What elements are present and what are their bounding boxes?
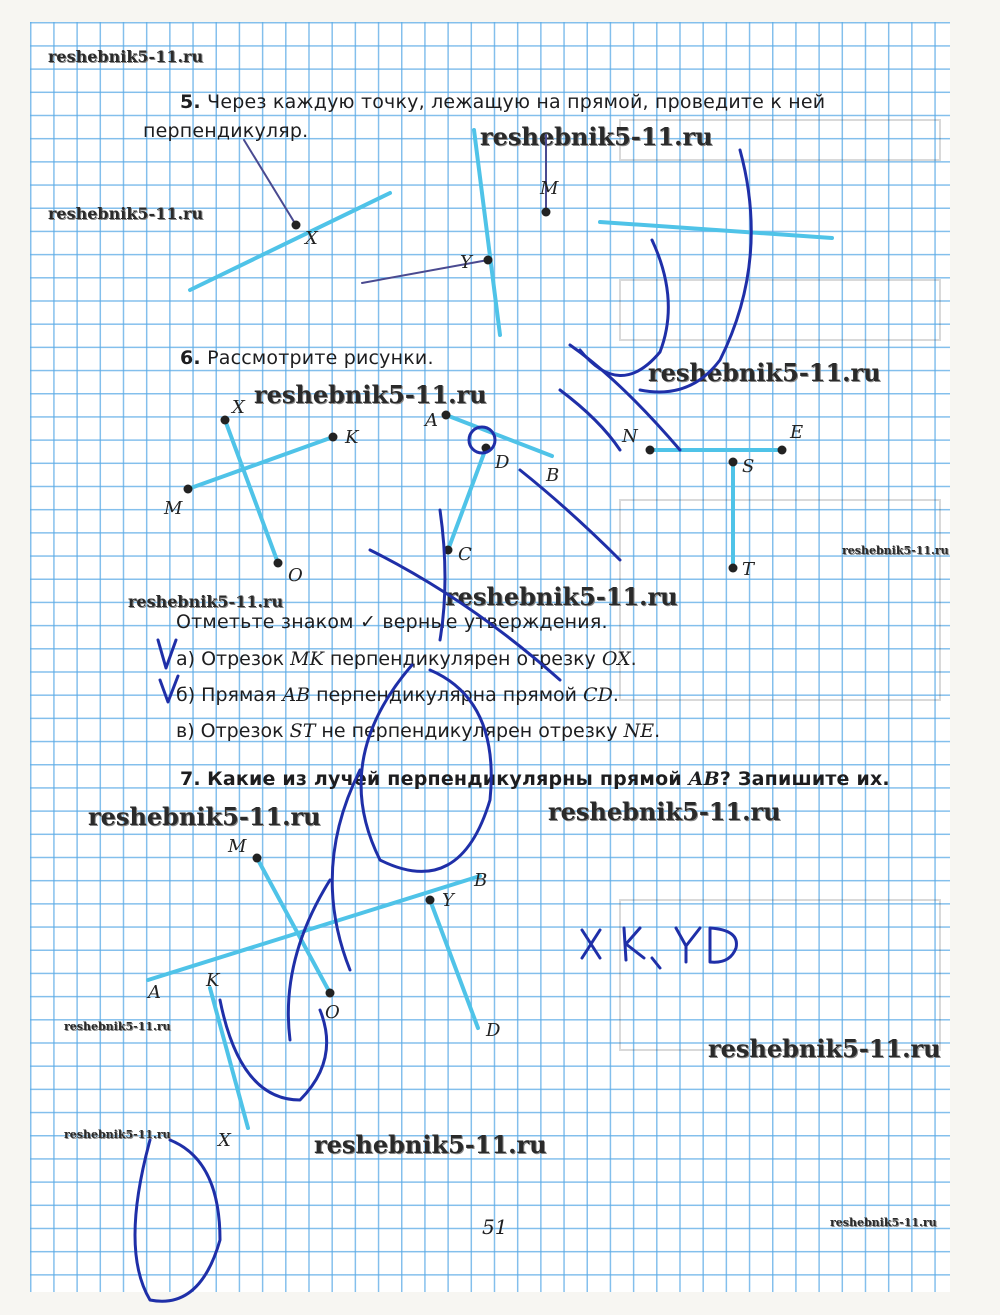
point-label: M [540, 178, 559, 199]
point-label: D [486, 1020, 501, 1041]
point-label: D [495, 452, 510, 473]
point-label: B [474, 870, 488, 891]
handwriting-ink [135, 150, 751, 1301]
watermark[interactable]: reshebnik5-11.ru [254, 380, 487, 409]
option-a[interactable]: а) Отрезок MK перпендикулярен отрезку OX. [176, 648, 637, 670]
line-cd [448, 448, 486, 550]
point-label: T [742, 559, 755, 580]
point-label: Y [460, 252, 472, 273]
point-label: Y [442, 890, 454, 911]
point-label: X [218, 1130, 231, 1151]
point-label: X [305, 228, 318, 249]
ray-kx [210, 988, 248, 1128]
point-label: O [288, 565, 303, 586]
watermark[interactable]: reshebnik5-11.ru [48, 204, 204, 223]
point-label: B [546, 465, 560, 486]
task5-line2: перпендикуляр. [143, 120, 309, 142]
point-label: N [622, 426, 638, 447]
segment-ox [225, 420, 278, 563]
option-c[interactable]: в) Отрезок ST не перпендикулярен отрезку NE. [176, 720, 661, 742]
watermark[interactable]: reshebnik5-11.ru [445, 582, 678, 611]
task7-number: 7. [180, 768, 201, 790]
watermark[interactable]: reshebnik5-11.ru [548, 797, 781, 826]
task6-text: Рассмотрите рисунки. [207, 347, 434, 369]
check-mark-icon: ✓ [359, 611, 377, 633]
watermark[interactable]: reshebnik5-11.ru [88, 802, 321, 831]
point-label: O [325, 1002, 340, 1023]
point-label: K [345, 427, 359, 448]
point-label: X [232, 397, 245, 418]
watermark[interactable]: reshebnik5-11.ru [128, 592, 284, 611]
watermark[interactable]: reshebnik5-11.ru [480, 122, 713, 151]
point-label: S [742, 456, 755, 477]
segment-mk [188, 437, 333, 489]
watermark[interactable]: reshebnik5-11.ru [64, 1128, 171, 1141]
task5-number: 5. [180, 91, 201, 113]
watermark[interactable]: reshebnik5-11.ru [708, 1034, 941, 1063]
option-b[interactable]: б) Прямая AB перпендикулярна прямой CD. [176, 684, 619, 706]
task5-text: Через каждую точку, лежащую на прямой, проведите к ней [207, 91, 826, 113]
point-label: K [206, 970, 220, 991]
task7-heading: 7. Какие из лучей перпендикулярны прямой AB? Запишите их. [180, 768, 890, 790]
watermark[interactable]: reshebnik5-11.ru [314, 1130, 547, 1159]
watermark[interactable]: reshebnik5-11.ru [842, 544, 949, 557]
watermark[interactable]: reshebnik5-11.ru [648, 358, 881, 387]
point-label: C [458, 544, 472, 565]
watermark[interactable]: reshebnik5-11.ru [64, 1020, 171, 1033]
ray-yd [430, 900, 478, 1028]
task5-line-m [600, 222, 832, 238]
page-number: 51 [482, 1215, 508, 1239]
task5-line-y [474, 130, 500, 335]
point-label: A [148, 982, 161, 1003]
point-label: M [228, 836, 247, 857]
point-label: E [790, 422, 804, 443]
line-ab [446, 415, 552, 456]
point-label: M [164, 498, 183, 519]
instruction-text: верные утверждения. [382, 611, 608, 633]
instruction-text: Отметьте знаком [176, 611, 354, 633]
watermark[interactable]: reshebnik5-11.ru [830, 1216, 937, 1229]
task5-line-x [190, 193, 390, 290]
point-label: A [425, 410, 438, 431]
task6-number: 6. [180, 347, 201, 369]
watermark[interactable]: reshebnik5-11.ru [48, 47, 204, 66]
